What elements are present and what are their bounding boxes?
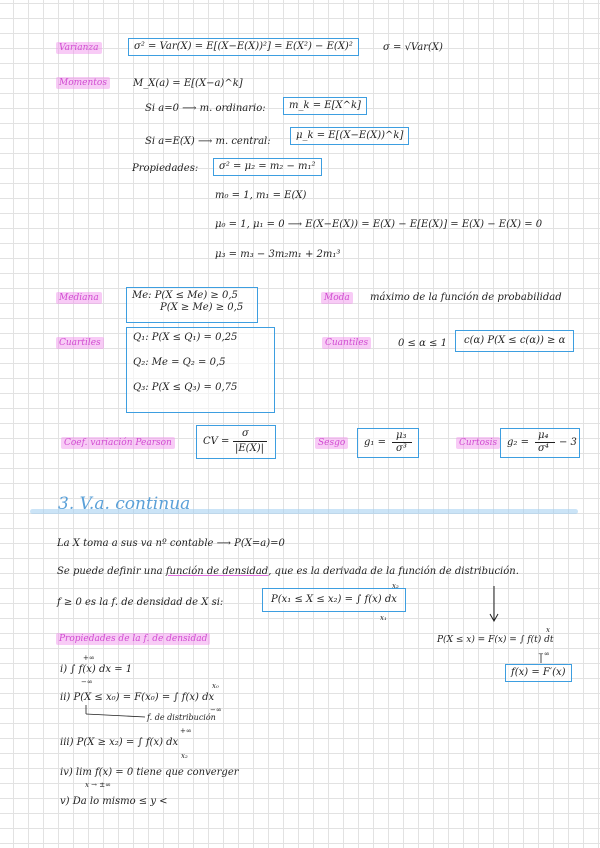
- sesgo-lhs: g₁ =: [364, 437, 386, 448]
- coef-num: σ: [242, 428, 249, 439]
- propdens-label: Propiedades de la f. de densidad: [56, 633, 210, 645]
- propdens-ii-upper: x₀: [212, 682, 219, 690]
- coef-label: Coef. variación Pearson: [61, 437, 175, 449]
- moda-text: máximo de la función de probabilidad: [370, 292, 562, 303]
- continua-line2-post: , que es la derivada de la función de distribución.: [268, 566, 519, 577]
- coef-den: |E(X)|: [235, 443, 264, 454]
- cuartil-q1: Q₁: P(X ≤ Q₁) = 0,25: [133, 332, 238, 343]
- prop1-box: σ² = μ₂ = m₂ − m₁²: [213, 158, 322, 176]
- cuartil-q2: Q₂: Me = Q₂ = 0,5: [133, 357, 226, 368]
- curtosis-label: Curtosis: [456, 437, 500, 449]
- propdens-iv: iv) lim f(x) = 0 tiene que converger: [60, 767, 239, 778]
- side-box: f(x) = F′(x): [505, 664, 572, 682]
- mediana-label: Mediana: [56, 292, 102, 304]
- central-text: Si a=E(X) ⟶ m. central:: [145, 136, 271, 147]
- section-title: 3. V.a. continua: [58, 494, 191, 514]
- cuantiles-range: 0 ≤ α ≤ 1: [398, 338, 447, 349]
- momentos-def: M_X(a) = E[(X−a)^k]: [133, 78, 243, 89]
- curtosis-lhs: g₂ =: [507, 437, 529, 448]
- continua-line1: La X toma a sus va nº contable ⟶ P(X=a)=0: [57, 538, 285, 549]
- central-box: μ_k = E[(X−E(X))^k]: [290, 127, 409, 145]
- momentos-label: Momentos: [56, 77, 110, 89]
- propdens-i-lower: −∞: [81, 678, 93, 686]
- densidad-int-lower: x₁: [380, 614, 387, 622]
- densidad-int-upper: x₂: [392, 582, 399, 590]
- continua-line2-highlight: función de densidad: [165, 566, 269, 577]
- propdens-iv-sub: x → ±∞: [85, 781, 111, 789]
- side-lower: −∞: [538, 650, 550, 658]
- moda-label: Moda: [321, 292, 353, 304]
- propdens-ii-lower: −∞: [210, 706, 222, 714]
- prop2-text: m₀ = 1, m₁ = E(X): [215, 190, 307, 201]
- continua-line3: f ≥ 0 es la f. de densidad de X si:: [57, 597, 224, 608]
- sigma-formula: σ = √Var(X): [383, 42, 443, 53]
- curtosis-tail: − 3: [559, 437, 577, 448]
- sesgo-num: μ₃: [396, 430, 407, 441]
- cuartil-q3: Q₃: P(X ≤ Q₃) = 0,75: [133, 382, 238, 393]
- cuantiles-label: Cuantiles: [322, 337, 371, 349]
- prop3-text: μ₀ = 1, μ₁ = 0 ⟶ E(X−E(X)) = E(X) − E[E(X)] = E(X) − E(X) = 0: [215, 219, 543, 230]
- densidad-box: P(x₁ ≤ X ≤ x₂) = ∫ f(x) dx: [262, 588, 406, 612]
- side-formula: P(X ≤ x) = F(x) = ∫ f(t) dt: [437, 635, 554, 645]
- cuantiles-box: c(α) P(X ≤ c(α)) ≥ α: [455, 330, 574, 352]
- curtosis-den: σ⁴: [538, 443, 549, 454]
- side-upper: x: [546, 626, 550, 634]
- ordinario-box: m_k = E[X^k]: [283, 97, 367, 115]
- ordinario-text: Si a=0 ⟶ m. ordinario:: [145, 103, 266, 114]
- varianza-label: Varianza: [56, 42, 102, 54]
- mediana-line2: P(X ≥ Me) ≥ 0,5: [160, 302, 244, 313]
- propdens-i: i) ∫ f(x) dx = 1: [60, 664, 133, 675]
- varianza-formula-box: σ² = Var(X) = E[(X−E(X))²] = E(X²) − E(X)²: [128, 38, 359, 56]
- curtosis-num: μ₄: [538, 430, 549, 441]
- sesgo-label: Sesgo: [315, 437, 348, 449]
- propdens-i-upper: +∞: [83, 654, 95, 662]
- sesgo-den: σ³: [396, 443, 407, 454]
- mediana-line1: Me: P(X ≤ Me) ≥ 0,5: [132, 290, 238, 301]
- cuartiles-label: Cuartiles: [56, 337, 104, 349]
- prop4-text: μ₃ = m₃ − 3m₂m₁ + 2m₁³: [215, 249, 341, 260]
- propdens-v: v) Da lo mismo ≤ y <: [60, 796, 168, 807]
- propdens-iii-lower: x₂: [181, 752, 188, 760]
- coef-lhs: CV =: [203, 436, 230, 447]
- continua-line2-pre: Se puede definir una: [57, 566, 163, 577]
- propdens-ii-note: f. de distribución: [147, 713, 216, 722]
- propdens-iii-upper: +∞: [180, 727, 192, 735]
- propdens-ii: ii) P(X ≤ x₀) = F(x₀) = ∫ f(x) dx: [60, 692, 215, 703]
- propiedades-label: Propiedades:: [132, 163, 199, 174]
- propdens-iii: iii) P(X ≥ x₂) = ∫ f(x) dx: [60, 737, 179, 748]
